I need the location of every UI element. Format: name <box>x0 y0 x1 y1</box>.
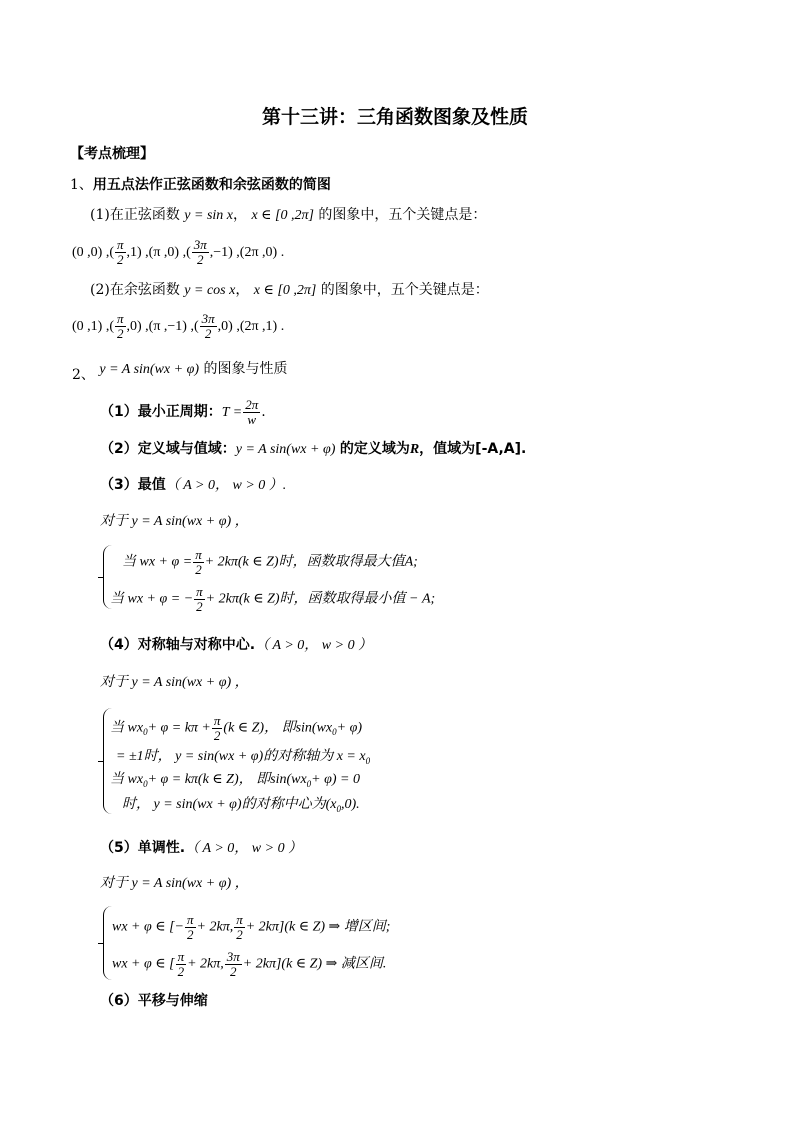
section-2-heading <box>72 361 288 383</box>
max-condition <box>122 548 418 576</box>
text: (2)在余弦函数 <box>90 282 180 298</box>
subscript: 0 <box>143 778 148 789</box>
text: (1)在正弦函数 <box>90 207 180 223</box>
numerator: π <box>196 584 203 599</box>
domain-range-line <box>100 442 526 457</box>
formula: y = cos x <box>184 283 236 298</box>
sine-key-points <box>72 238 284 266</box>
decreasing-interval <box>112 950 386 978</box>
section-label: 【考点梳理】 <box>70 146 154 162</box>
period-line <box>100 398 266 426</box>
formula: wx + φ ∈ [ <box>112 956 175 972</box>
sine-five-points-intro: (1)在正弦函数 y = sin x， x ∈ [0 ,2π] 的图象中，五个关键点是： <box>90 207 487 223</box>
fraction <box>193 548 204 576</box>
formula: + φ) <box>336 720 363 736</box>
formula: wx + φ ∈ [− <box>112 919 185 935</box>
symmetry-heading <box>100 638 372 653</box>
formula: y = A sin(wx + φ) <box>235 442 336 457</box>
formula: （ A > 0， w > 0 ）. <box>165 478 287 493</box>
item-label: （5）单调性. <box>100 840 186 856</box>
formula: (0 ,0) ,( <box>72 245 114 261</box>
formula: ,0) ,(π ,−1) ,( <box>126 319 199 335</box>
numerator: π <box>187 912 194 927</box>
denominator: 2 <box>196 598 203 614</box>
numerator: 3π <box>193 237 207 252</box>
monotonicity-heading <box>100 841 302 856</box>
denominator: 2 <box>204 325 212 341</box>
fraction <box>194 585 205 613</box>
denominator: 2 <box>196 251 204 267</box>
extremum-heading <box>100 478 286 493</box>
denominator: 2 <box>213 727 221 743</box>
formula: 当 wx <box>110 772 144 787</box>
formula: = ±1时， y = sin(wx + φ)的对称轴为 x = x <box>116 749 366 764</box>
formula: (0 ,1) ,( <box>72 319 114 335</box>
formula: 当 wx + φ = <box>122 554 193 570</box>
center-result <box>122 798 360 814</box>
cosine-five-points-intro: (2)在余弦函数 y = cos x， x ∈ [0 ,2π] 的图象中，五个关键点是： <box>90 282 489 298</box>
page-title: 第十三讲：三角函数图象及性质 <box>262 106 529 128</box>
fraction <box>234 913 245 941</box>
denominator: 2 <box>195 561 202 577</box>
section-1-heading <box>70 178 331 192</box>
fraction <box>192 238 209 266</box>
text: ，值域为 <box>419 441 476 457</box>
formula: x ∈ [0 ,2π] <box>253 283 317 298</box>
text: 的图象与性质 <box>203 361 288 377</box>
formula: 当 wx <box>110 720 144 736</box>
formula: 当 wx + φ = − <box>110 591 194 607</box>
formula: x ∈ [0 ,2π] <box>251 208 314 223</box>
formula: R <box>409 442 420 457</box>
denominator: 2 <box>187 926 194 942</box>
denominator: 2 <box>230 963 237 979</box>
item-label: （2）定义域与值域： <box>100 441 236 457</box>
subscript: 0 <box>336 803 341 814</box>
denominator: 2 <box>117 251 124 267</box>
formula: （ A > 0， w > 0 ） <box>185 841 303 856</box>
extremum-for: 对于 y = A sin(wx + φ) ， <box>100 514 249 529</box>
fraction <box>176 950 187 978</box>
formula: + 2kπ](k ∈ Z) ⇒ 增区间; <box>245 919 391 935</box>
numerator: 3π <box>226 949 240 964</box>
denominator: 2 <box>236 926 243 942</box>
formula: + φ = kπ + <box>147 720 211 736</box>
numerator: 2π <box>245 397 259 412</box>
formula: + 2kπ(k ∈ Z)时，函数取得最小值 − A; <box>205 591 436 607</box>
symmetry-for: 对于 y = A sin(wx + φ) ， <box>100 675 249 690</box>
numerator: 3π <box>201 311 215 326</box>
formula: [-A,A]. <box>475 441 527 457</box>
text: . <box>261 404 266 421</box>
axis-result <box>116 750 370 766</box>
formula: ,1) ,(π ,0) ,( <box>126 245 191 261</box>
center-condition <box>110 773 360 789</box>
subscript: 0 <box>365 755 371 766</box>
fraction <box>243 398 260 426</box>
numerator: π <box>117 311 124 326</box>
formula: T = <box>221 405 243 421</box>
formula: 时， y = sin(wx + φ)的对称中心为(x <box>122 797 337 812</box>
text: 的图象中，五个关键点是： <box>318 207 487 223</box>
fraction <box>200 312 217 340</box>
section-number: 2、 <box>72 367 95 383</box>
fraction <box>115 312 126 340</box>
cosine-key-points <box>72 312 284 340</box>
formula: + 2kπ, <box>187 956 224 972</box>
brace <box>103 906 112 980</box>
formula: ,0). <box>340 797 360 812</box>
numerator: π <box>236 912 243 927</box>
formula: (k ∈ Z)， 即sin(wx <box>223 720 333 736</box>
fraction <box>185 913 196 941</box>
min-condition <box>110 585 435 613</box>
text: 的定义域为 <box>339 441 410 457</box>
denominator: 2 <box>117 325 124 341</box>
formula: + 2kπ, <box>196 919 234 935</box>
item-label: （1）最小正周期： <box>100 404 222 421</box>
section-number: 1、 <box>70 177 93 193</box>
formula: + 2kπ(k ∈ Z)时，函数取得最大值A; <box>204 554 418 570</box>
fraction <box>225 950 242 978</box>
denominator: w <box>247 411 257 427</box>
fraction <box>212 714 223 742</box>
formula: ,0) ,(2π ,1) . <box>217 319 285 335</box>
subscript: 0 <box>332 727 337 738</box>
formula: y = sin x <box>184 208 234 223</box>
axis-condition <box>110 714 362 742</box>
numerator: π <box>177 949 185 964</box>
fraction <box>115 238 126 266</box>
formula: ,−1) ,(2π ,0) . <box>209 245 285 261</box>
monotonicity-for: 对于 y = A sin(wx + φ) ， <box>100 876 249 891</box>
translation-heading: （6）平移与伸缩 <box>100 993 208 1009</box>
text: 的图象中，五个关键点是： <box>320 282 489 298</box>
formula: y = A sin(wx + φ) <box>99 362 199 377</box>
numerator: π <box>117 237 124 252</box>
increasing-interval <box>112 913 390 941</box>
numerator: π <box>213 713 221 728</box>
numerator: π <box>195 547 202 562</box>
subscript: 0 <box>143 727 148 738</box>
formula: （ A > 0， w > 0 ） <box>255 638 373 653</box>
denominator: 2 <box>177 963 185 979</box>
formula: + φ = kπ(k ∈ Z)， 即sin(wx <box>147 772 307 787</box>
item-label: （4）对称轴与对称中心. <box>100 637 256 653</box>
section-heading-text: 用五点法作正弦函数和余弦函数的简图 <box>92 177 331 193</box>
subscript: 0 <box>306 778 312 789</box>
formula: + φ) = 0 <box>311 772 360 787</box>
formula: + 2kπ](k ∈ Z) ⇒ 减区间. <box>242 956 387 972</box>
item-label: （3）最值 <box>100 477 166 493</box>
